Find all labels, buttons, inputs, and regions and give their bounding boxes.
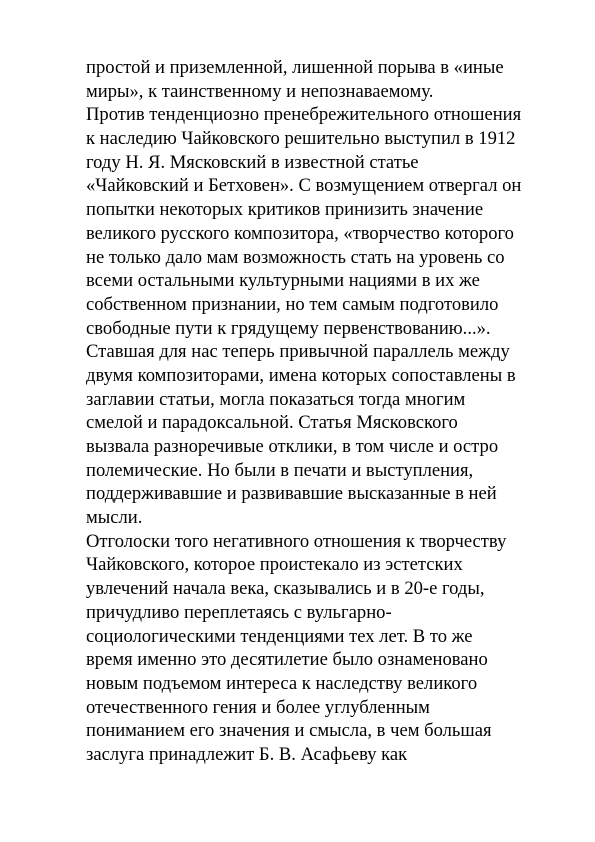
- text-line: не только дало мам возможность стать на уровень со: [86, 246, 505, 268]
- text-line: Отголоски того негативного отношения к творчеству: [86, 530, 507, 552]
- text-line: двумя композиторами, имена которых сопоставлены в: [86, 364, 516, 386]
- document-page: [86, 56, 556, 767]
- text-line: к наследию Чайковского решительно выступил в 1912: [86, 128, 516, 150]
- text-line: свободные пути к грядущему первенствованию...».: [86, 317, 491, 339]
- text-line: собственном признании, но тем самым подготовило: [86, 293, 499, 315]
- text-line: отечественного гения и более углубленным: [86, 696, 430, 718]
- text-line: причудливо переплетаясь с вульгарно-: [86, 601, 392, 623]
- text-line: заглавии статьи, могла показаться тогда многим: [86, 388, 466, 410]
- text-line: простой и приземленной, лишенной порыва в «иные: [86, 57, 504, 78]
- text-line: мысли.: [86, 507, 143, 529]
- text-line: миры», к таинственному и непознаваемому.: [86, 80, 434, 102]
- text-line: пониманием его значения и смысла, в чем большая: [86, 720, 492, 742]
- text-line: Против тенденциозно пренебрежительного отношения: [86, 104, 522, 126]
- text-line: году Н. Я. Мясковский в известной статье: [86, 151, 419, 173]
- text-line: поддерживавшие и развивавшие высказанные в ней: [86, 483, 497, 505]
- text-line: Ставшая для нас теперь привычной параллель между: [86, 341, 510, 363]
- text-line: смелой и парадоксальной. Статья Мясковского: [86, 412, 458, 434]
- text-line: всеми остальными культурными нациями в их же: [86, 270, 480, 292]
- text-line: новым подъемом интереса к наследству великого: [86, 672, 478, 694]
- text-line: время именно это десятилетие было ознаменовано: [86, 649, 488, 671]
- text-line: социологическими тенденциями тех лет. В то же: [86, 625, 473, 647]
- text-line: Чайковского, которое проистекало из эстетских: [86, 554, 463, 576]
- text-line: увлечений начала века, сказывались и в 20-е годы,: [86, 578, 485, 600]
- text-line: заслуга принадлежит Б. В. Асафьеву как: [86, 743, 408, 765]
- text-line: великого русского композитора, «творчество которого: [86, 222, 514, 244]
- text-line: попытки некоторых критиков принизить значение: [86, 199, 484, 221]
- text-line: полемические. Но были в печати и выступления,: [86, 459, 474, 481]
- text-line: вызвала разноречивые отклики, в том числе и остро: [86, 436, 499, 457]
- text-line: «Чайковский и Бетховен». С возмущением отвергал он: [86, 175, 522, 197]
